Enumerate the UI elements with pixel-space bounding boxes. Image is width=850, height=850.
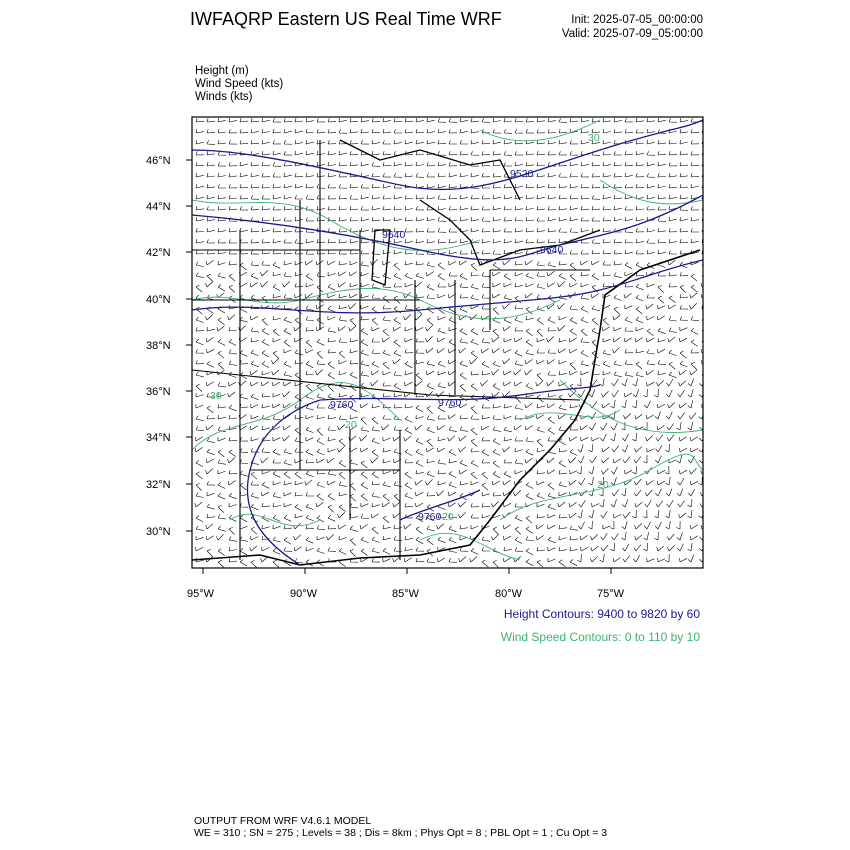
- height-contours: [192, 120, 703, 565]
- wind-legend: Wind Speed Contours: 0 to 110 by 10: [500, 630, 700, 644]
- lat-label: 42°N: [146, 247, 171, 259]
- height-label: 9640: [540, 244, 564, 256]
- wind-label: 20: [345, 419, 357, 431]
- lat-label: 44°N: [146, 201, 171, 213]
- height-label: 9640: [382, 229, 406, 241]
- init-time: Init: 2025-07-05_00:00:00: [571, 14, 703, 26]
- valid-time: Valid: 2025-07-09_05:00:00: [561, 28, 703, 40]
- wind-label: 20: [597, 479, 609, 491]
- model-info: [194, 815, 607, 839]
- wind-label: 30: [210, 390, 222, 402]
- height-label: 9760: [418, 511, 442, 523]
- field-winds: Winds (kts): [195, 91, 253, 103]
- height-label: 9520: [510, 168, 534, 180]
- height-legend: Height Contours: 9400 to 9820 by 60: [503, 607, 700, 621]
- field-height: Height (m): [195, 65, 249, 77]
- model-version: OUTPUT FROM WRF V4.6.1 MODEL: [194, 815, 372, 827]
- lon-label: 90°W: [290, 588, 318, 600]
- lon-label: 80°W: [495, 588, 523, 600]
- height-label: 9760: [330, 399, 354, 411]
- lon-label: 75°W: [597, 588, 625, 600]
- latitude-labels: [146, 155, 171, 538]
- model-config: WE = 310 ; SN = 275 ; Levels = 38 ; Dis = 8km ; Phys Opt = 8 ; PBL Opt = 1 ; Cu Opt = 3: [194, 827, 608, 839]
- state-borders: [192, 140, 700, 565]
- field-wind-speed: Wind Speed (kts): [195, 78, 284, 90]
- lat-label: 30°N: [146, 526, 171, 538]
- wind-speed-contours: [192, 120, 703, 560]
- lat-label: 46°N: [146, 155, 171, 167]
- lat-label: 36°N: [146, 386, 171, 398]
- lat-label: 34°N: [146, 432, 171, 444]
- lat-label: 38°N: [146, 340, 171, 352]
- wind-label: 30: [588, 132, 600, 144]
- height-label: 9760: [438, 397, 462, 409]
- lat-label: 32°N: [146, 479, 171, 491]
- lon-label: 85°W: [392, 588, 420, 600]
- lon-label: 95°W: [187, 588, 215, 600]
- wind-label: 20: [442, 511, 454, 523]
- longitude-labels: [187, 588, 625, 600]
- lat-label: 40°N: [146, 294, 171, 306]
- plot-title: IWFAQRP Eastern US Real Time WRF: [190, 9, 502, 29]
